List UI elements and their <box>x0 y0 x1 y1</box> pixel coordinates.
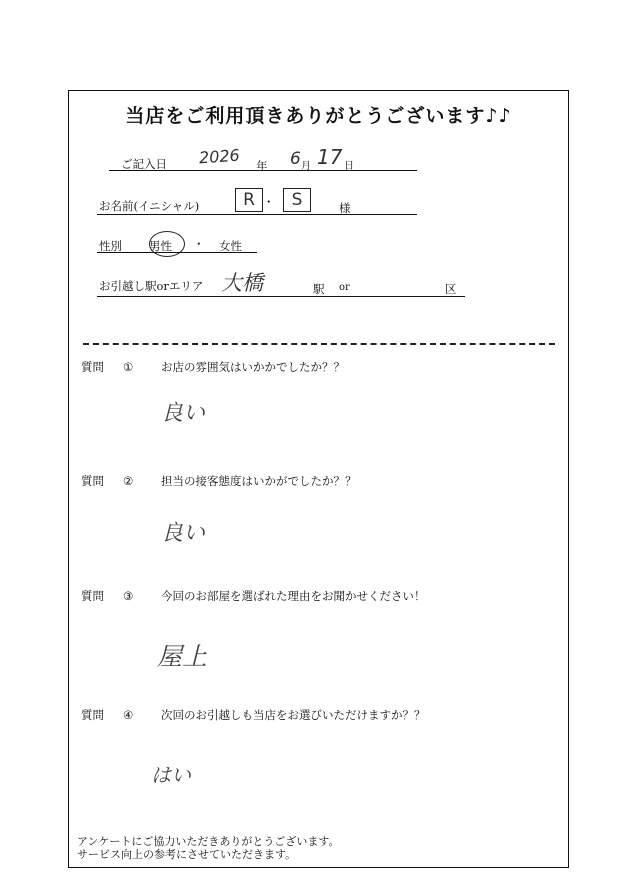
question-2-number: ② <box>123 474 134 488</box>
question-3-text: 今回のお部屋を選ばれた理由をお聞かせください！ <box>161 589 426 603</box>
answer-3[interactable]: 屋上 <box>157 642 208 671</box>
footer-note <box>77 835 339 861</box>
question-1 <box>81 359 345 375</box>
question-4-prefix: 質問 <box>81 708 104 722</box>
date-day[interactable]: 17 <box>317 145 343 169</box>
date-year[interactable]: 2026 <box>198 145 241 168</box>
initial-box-1[interactable]: R <box>235 188 263 212</box>
question-2 <box>81 473 357 489</box>
gender-separator: ・ <box>193 237 205 251</box>
answer-1[interactable]: 良い <box>161 401 206 426</box>
question-1-text: お店の雰囲気はいかかでしたか？？ <box>161 360 345 374</box>
area-or: or <box>339 282 350 293</box>
footer-line-1: アンケートにご協力いただきありがとうございます。 <box>77 835 340 848</box>
area-station: 駅 <box>313 282 325 296</box>
form-title: 当店をご利用頂きありがとうございます♪♪ <box>125 105 512 127</box>
question-3-number: ③ <box>123 589 134 603</box>
survey-form <box>68 90 569 868</box>
question-4-text: 次回のお引越しも当店をお選びいただけますか？？ <box>161 708 426 722</box>
question-2-prefix: 質問 <box>81 474 104 488</box>
question-3-prefix: 質問 <box>81 589 104 603</box>
gender-label: 性別 <box>99 239 122 253</box>
section-divider <box>83 343 555 345</box>
date-month-unit: 月 <box>301 161 311 172</box>
answer-2[interactable]: 良い <box>161 521 206 546</box>
question-2-text: 担当の接客態度はいかがでしたか？？ <box>161 474 357 488</box>
date-year-unit: 年 <box>256 159 268 173</box>
gender-male[interactable]: 男性 <box>149 239 172 253</box>
question-4 <box>81 707 426 723</box>
question-3 <box>81 588 426 604</box>
question-1-number: ① <box>123 360 134 374</box>
name-suffix: 様 <box>339 201 351 215</box>
question-1-prefix: 質問 <box>81 360 104 374</box>
footer-line-2: サービス向上の参考にさせていただきます。 <box>77 848 297 861</box>
date-label: ご記入日 <box>121 157 167 171</box>
date-month[interactable]: 6 <box>290 149 301 169</box>
initial-dot: ・ <box>263 195 275 209</box>
date-day-unit: 日 <box>344 161 354 172</box>
gender-female[interactable]: 女性 <box>219 239 242 253</box>
answer-4[interactable]: はい <box>151 763 191 787</box>
name-label: お名前(イニシャル) <box>99 199 200 213</box>
area-ward: 区 <box>445 282 457 296</box>
question-4-number: ④ <box>123 708 134 722</box>
area-value[interactable]: 大橋 <box>221 271 263 295</box>
area-label: お引越し駅orエリア <box>99 279 204 293</box>
initial-box-2[interactable]: S <box>283 188 311 212</box>
